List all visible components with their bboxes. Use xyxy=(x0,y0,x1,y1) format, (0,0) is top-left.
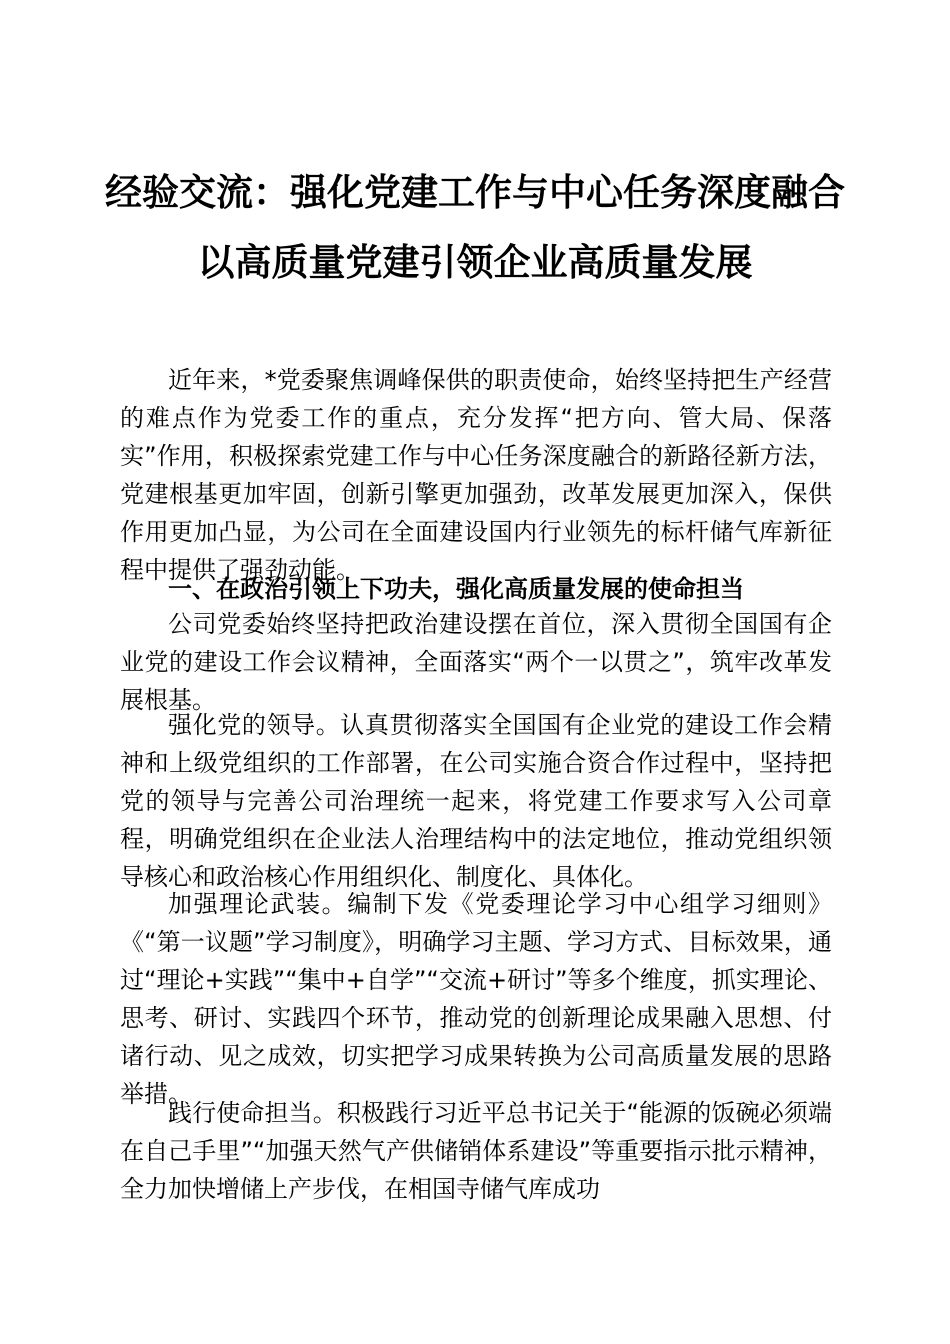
section-1-heading: 一、在政治引领上下功夫，强化高质量发展的使命担当 xyxy=(168,575,744,603)
leadership-paragraph: 强化党的领导。认真贯彻落实全国国有企业党的建设工作会精神和上级党组织的工作部署，在公司实施合资合作过程中，坚持把党的领导与完善公司治理统一起来，将党建工作要求写入公司章程，明确党组织在企业法人治理结构中的法定地位，推动党组织领导核心和政治核心作用组织化、制度化、具体化。 xyxy=(120,711,832,891)
document-title-line-2: 以高质量党建引领企业高质量发展 xyxy=(197,240,753,284)
section-1-intro-paragraph: 公司党委始终坚持把政治建设摆在首位，深入贯彻全国国有企业党的建设工作会议精神，全面落实“两个一以贯之”，筑牢改革发展根基。 xyxy=(120,610,832,714)
theory-paragraph: 加强理论武装。编制下发《党委理论学习中心组学习细则》《“第一议题”学习制度》，明确学习主题、学习方式、目标效果，通过“理论+实践”“集中+自学”“交流+研讨”等多个维度，抓实理论、思考、研讨、实践四个环节，推动党的创新理论成果融入思想、付诸行动、见之成效，切实把学习成果转换为公司高质量发展的思路举措。 xyxy=(120,890,832,1108)
intro-paragraph: 近年来，*党委聚焦调峰保供的职责使命，始终坚持把生产经营的难点作为党委工作的重点，充分发挥“把方向、管大局、保落实”作用，积极探索党建工作与中心任务深度融合的新路径新方法，党建根基更加牢固，创新引擎更加强劲，改革发展更加深入，保供作用更加凸显，为公司在全面建设国内行业领先的标杆储气库新征程中提供了强劲动能。 xyxy=(120,366,832,584)
document-title-line-1: 经验交流：强化党建工作与中心任务深度融合 xyxy=(105,170,845,214)
mission-paragraph: 践行使命担当。积极践行习近平总书记关于“能源的饭碗必须端在自己手里”“加强天然气产供储销体系建设”等重要指示批示精神，全力加快增储上产步伐，在相国寺储气库成功 xyxy=(120,1099,832,1203)
